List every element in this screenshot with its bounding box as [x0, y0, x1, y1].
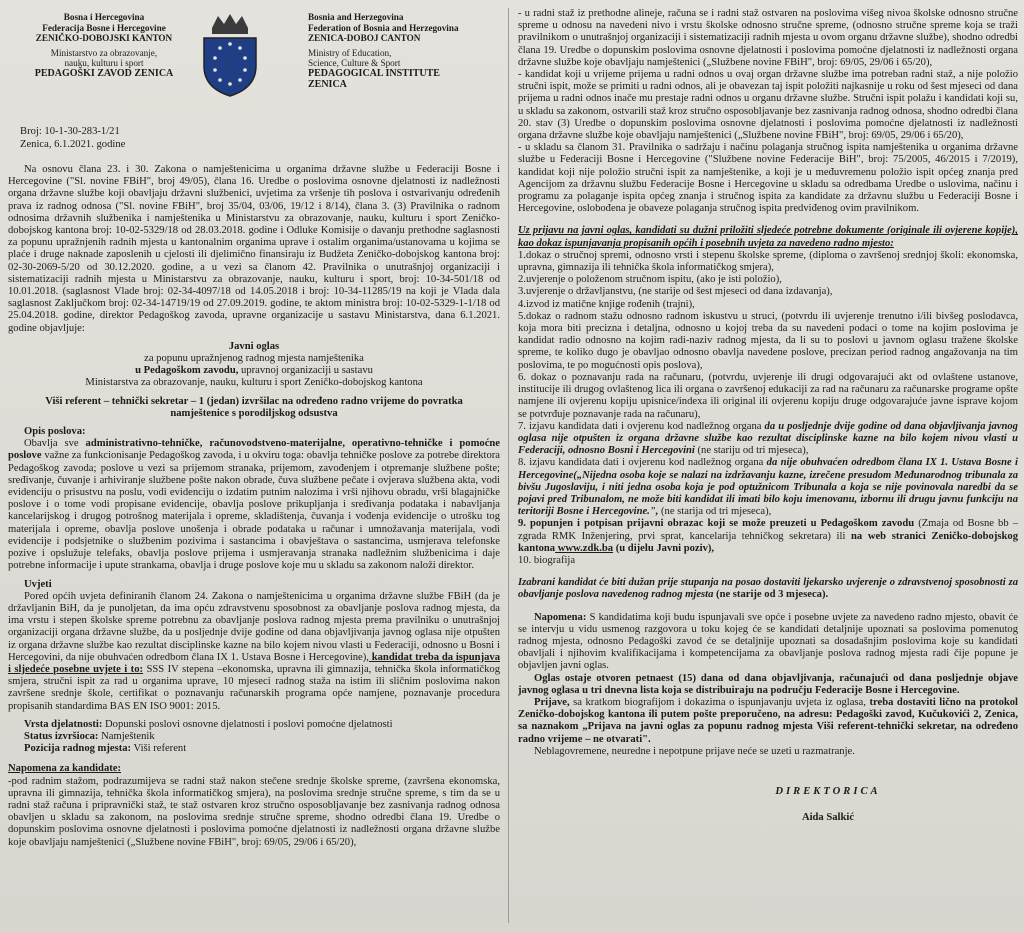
doc-item-3: 3.uvjerenje o državljanstvu, (ne starije od šest mjeseci od dana izdavanja), [518, 286, 833, 298]
header-left-block [24, 12, 184, 80]
uvjeti-general: Pored općih uvjeta definiranih članom 24. Zakona o namještenicima u organima državne službe FBiH (da je državljanin BiH, da je punoljetan, da ima opću zdravstvenu sposobnost za obavljanje poslova radnog mjesta, da ima vrstu i stepen školske spreme potrebnu za obavljanje poslova radnog mjesta prema pravilniku o unutrašnjoj organizaciji organa državne službe, da u posljednje dvije godine od dana objavljivanja javnog oglasa nije otpušten iz organa državne službe kao rezultat disciplinske kazne na bilo kojem nivou vlasti u Federaciji, odnosno u Bosni i Hercegovini, da nije obuhvaćen odredbom člana IX 1. Ustava Bosne i Hercegovine), [8, 590, 500, 663]
left-column [8, 8, 500, 849]
header [8, 8, 500, 158]
info-status-value: Namještenik [98, 730, 155, 742]
reference-date: Zenica, 6.1.2021. godine [20, 138, 126, 150]
header-left-line-6: PEDAGOŠKI ZAVOD ZENICA [34, 67, 174, 79]
header-left-line-1: Bosna i Hercegovina [63, 12, 145, 22]
medical-note-text: Izabrani kandidat će biti dužan prije stupanja na posao dostaviti ljekarsko uvjerenje o zdravstvenoj sposobnosti za obavljanje poslova navedenog radnog mjesta [518, 577, 1018, 601]
info-activity-label: Vrsta djelatnosti: [24, 718, 103, 730]
intro-paragraph: Na osnovu člana 23. i 30. Zakona o namještenicima u organima državne službe u Federaciji Bosne i Hercegovine ("Sl. novine FBiH", broj 49/05), člana 16. Uredbe o poslovima osnovne djelatnosti iz nadležnosti organa državne službe koji obavljaju državni službenici, uvjetima za vršenje tih poslova i ostvarivanju određenih prava iz radnog odnosa ("Sl. novine FBiH", broj 35/04, 03/06, 19/12 i 8/14), člana 3. (3) Pravilnika o radnom odnosima državnih službenika i namještenika u Ministarstvu za obrazovanje, nauku, kulturu i sport Zeničko-dobojskog kantona broj: 10-02-5329/18 od 28.03.2018. godine i Odluke Komisije o davanju prethodne saglasnosti za popunu upražnjenih radnih mjesta u kantonalnim organima uprave i ostalim organima/ustanovama u kojima se plaće i druge naknade zaposlenih u cjelosti ili djelimično finansiraju iz Budžeta Zeničko-dobojskog kantona broj: 02-30-2069-5/20 od 30.12.2020. godine, a u vezi sa članom 42. Pravilnika o unutrašnjoj organizaciji i sistematizaciji radnih mjesta u Ministarstvu za obrazovanje, nauku, kulturu i sport, broj: 10-34-501/18 od 10.01.2018. (saglasnost Vlade broj: 02-34-4097/18 od 14.05.2018 i broj: 10-34-11285/19 na koji je Vlada dala saglasnost Zaključkom broj: 02-34-14719/19 od 27.09.2019. godine, te aktom ministra broj: 10-02-5329-1-1/18 od 25.04.2018. godine, direktor Pedagoškog zavoda, upravne organizacije u sastavu Ministarstva, dana 6.1.2021. godine objavljuje: [8, 164, 500, 334]
position-info [8, 719, 500, 756]
opis-lead: Obavlja sve [24, 438, 79, 450]
title-line-2-rest: upravnoj organizaciji u sastavu [238, 365, 373, 377]
title-line-2 [8, 365, 500, 377]
header-left-line-3: ZENIČKO-DOBOJSKI KANTON [35, 33, 173, 44]
title-line-1: za popunu upražnjenog radnog mjesta namještenika [144, 353, 364, 365]
title-line-2-bold: u Pedagoškom zavodu, [135, 365, 239, 377]
late-applications: Neblagovremene, neuredne i nepotpune prijave neće se uzeti u razmatranje. [534, 745, 855, 757]
documents-list [518, 250, 1018, 567]
reference-block [20, 126, 125, 151]
doc-item-4: 4.izvod iz matične knjige rođenih (trajni), [518, 298, 695, 310]
header-right-line-5: Science, Culture & Sport [308, 58, 401, 69]
right-alinea-1: - u radni staž iz prethodne alineje, računa se i radni staž ostvaren na poslovima višeg nivoa školske odnosno stručne spreme u odnosu na navedeni nivo i vrstu školske odnosno stručne spreme, (odnosno stručne spreme koja se traži pravilnikom o unutrašnjoj organizaciji i sistematizaciji radnih mjesta u ovom organu državne službe), shodno odredbi člana 19. Uredbe o dopunskim poslovima osnovne djelatnosti i poslovima pomoćne djelatnosti iz nadležnosti organa državne službe koje obavljaju namještenici („Službene novine FBiH", broj: 69/05, 29/06 i 65/20), [518, 8, 1018, 68]
medical-note-tail: (ne starije od 3 mjeseca). [713, 589, 829, 601]
doc-8-b: da nije obuhvaćen odredbom člana IX 1. Ustava Bosne i Hercegovine(„Nijedna osoba koje se nalazi na izdržavanju kazne, izrečene presudom Međunarodnog tribunala za bivšu Jugoslaviju, i niti jedna osoba koja je pod optužnicom Tribunala a koja se nije povinovala naredbi da se pojavi pred Tribunalom, ne može biti kandidat ili imati bilo koju imenovanu, izbornu ili drugu javnu funkciju na teritoriji Bosne i Hercegovine.", [518, 457, 1018, 518]
header-right-line-3: ZENICA-DOBOJ CANTON [308, 33, 421, 44]
interview-note-label: Napomena: [534, 611, 587, 623]
napomena-heading: Napomena za kandidate: [8, 763, 122, 775]
uvjeti-special-lead: kandidat treba da ispunjava i sljedeće posebne uvjete i to: [8, 651, 500, 675]
info-position-label: Pozicija radnog mjesta: [24, 743, 132, 755]
submission-info [518, 697, 1018, 746]
right-alinea-2: - kandidat koji u vrijeme prijema u radni odnos u ovaj organ državne službe ima potreban radni staž, a nije položio stručni ispit, može se primiti u radni odnos, ali je obavezan taj ispit položiti najkasnije u roku od šest mjeseci od dana prijema u radni odnos inače mu prestaje radni odnos u organu državne službe. Stručni ispit polažu i kandidati koji su, u skladu sa zakonom, ostvarili staž kroz stručno osposobljavanje bez zasnivanja radnog odnosa, shodno odredbi člana 20. stav (3) Uredbe o dopunskim poslovima osnovne djelatnosti i poslovima pomoćne djelatnosti iz nadležnosti organa državne službe koje obavljaju namještenici („Službene novine FBiH", broj: 69/05, 29/06 i 65/20), [518, 69, 1018, 142]
opis-heading: Opis poslova: [24, 426, 86, 438]
header-right-line-6: PEDAGOGICAL INSTITUTE ZENICA [308, 67, 440, 90]
uvjeti-special: SSS IV stepena –ekonomska, upravna ili gimnazija, tehnička škola informatičkog smjera, stručni ispit za rad u organima uprave, 10 mjeseci radnog staža na istim ili sličnim poslovima nakon završene srednje škole, certifikat o poznavanju računarskih programa opće namjene, poznavanje procedura propisanih standardima BAS EN ISO 9001: 2015. [8, 663, 500, 712]
doc-7-c: (ne stariju od tri mjeseca), [694, 445, 809, 457]
submission-middle: sa kratkom biografijom i dokazima o ispunjavanju uvjeta iz oglasa, [569, 696, 866, 708]
doc-item-5: 5.dokaz o radnom stažu odnosno radnom iskustvu u struci, (potvrdu ili uvjerenje trenutno i/ili bivšeg poslodavca, koja mora biti precizna i detaljna, odnosno u kojoj treba da su navedeni podaci o tome na kojim poslovima je kandidat radio odnosno na kojim radi-naziv radnog mjesta, da li su to poslovi u javnom oglasu tražene školske spreme, te koliko dugo je obavljao odnosno obavlja navedene poslove, precizan period radnog angažovanja na tim poslovima, te po mogućnosti opis poslova), [518, 310, 1018, 371]
header-right-line-4: Ministry of Education, [308, 47, 392, 58]
doc-item-8 [518, 457, 1018, 518]
submission-label: Prijave, [534, 696, 570, 708]
header-right-line-1: Bosnia and Herzegovina [308, 12, 404, 22]
open-period: Oglas ostaje otvoren petnaest (15) dana od dana objavljivanja, računajući od dana posljednje objave javnog oglasa u tri dnevna lista koja se distribuiraju na području Federacije Bosne i Hercegovine. [518, 672, 1018, 696]
info-position [24, 743, 500, 755]
doc-9-e: (u dijelu Javni poziv), [613, 542, 715, 554]
doc-9-link[interactable]: www.zdk.ba [555, 542, 614, 554]
doc-item-2: 2.uvjerenje o položenom stručnom ispitu, (ako je isti položio), [518, 274, 782, 286]
info-status-label: Status izvršioca: [24, 730, 99, 742]
doc-item-10: 10. biografija [518, 554, 576, 566]
header-left-line-4: Ministarstvo za obrazovanje, [50, 47, 158, 58]
info-position-value: Viši referent [131, 743, 187, 755]
napomena-text: -pod radnim stažom, podrazumijeva se radni staž nakon stečene srednje školske spreme, (završena ekonomska, upravna ili gimnazija, tehnička škola informatičkog smjera), na poslovima srednje stručne spreme, s tim da se u radni staž računa i pripravnički staž, te staž ostvaren kroz stručno osposobljavanje bez zasnivanja radnog odnosa obavljen u skladu sa zakonom, na poslovima srednje stručne spreme, shodno odredbi člana 19. Uredbe o dopunskim poslovima osnovne djelatnosti i poslovima pomoćne djelatnosti iz nadležnosti organa državne službe koje obavljaju namještenici („Službene novine FBiH", broj: 69/05, 29/06 i 65/20), [8, 775, 500, 848]
signature-name: Aida Salkić [801, 812, 855, 824]
title-line-3: Ministarstva za obrazovanje, nauku, kulturu i sport Zeničko-dobojskog kantona [85, 377, 423, 389]
doc-7-b: da u posljednje dvije godine od dana objavljivanja javnog oglasa nije otpušten iz organa državne službe kao rezultat disciplinske kazne na bilo kojem nivou vlasti u Federaciji, odnosno Bosni i Hercegovini [518, 420, 1018, 457]
uvjeti-text [8, 591, 500, 713]
signature-title: DIREKTORICA [775, 785, 881, 797]
header-right-block [308, 12, 468, 90]
medical-note [518, 577, 1018, 601]
interview-note [518, 612, 1018, 673]
interview-note-text: S kandidatima koji budu ispunjavali sve opće i posebne uvjete za navedeno radno mjesto, obavit će se intervju u vidu usmenog razgovora u toku kojeg će se kandidati detaljnije upoznati sa poslovima pomenutog radnog mjesta, odnosno Pedagoški zavod će se detaljnije upoznati sa dosadašnjim poslovima koje su kandidati obavljali i njihovim kvalifikacijama i kompetencijama za obavljanje poslova radnog mjesta radi čije popune je objavljen javni oglas. [518, 611, 1018, 672]
uvjeti-heading: Uvjeti [24, 578, 52, 590]
opis-body: važne za funkcionisanje Pedagoškog zavoda, i u okviru toga: obavlja tehničke poslove za potrebe direktora Pedagoškog zavoda; poslove u vezi sa prijemom stranaka, prijemom, zavođenjem i otpremanje službene pošte; sređivanje, čuvanje i arhiviranje službene pošte nakon obrade, čuva službene pečate i ovjerava službena akta, vodi evidenciju o prisustvu na poslu, vodi evidenciju o izdatim putnim nalozima i vrši njihovu obradu, vrši blagajničke poslove i o tome vodi propisane evidencije, obavlja poslove prikupljanja i sređivanja podataka i nabavljanja kancelarijskog i drugog potrošnog materijala i opreme, skladištenja, čuvanja i vođenja evidencije o utrošku tog materijala i opreme, obavlja poslove unošenja i obrade podataka u računar i umnožavanja materijala, vodi evidencije i podsjetnike o službenim pozivima i sastancima i obavještava o sastancima, usmjerava telefonske pozive i opslužuje telefaks, obavlja poslove prijema i usmjeravanja stranaka nadležnim službenicima i daje potrebne informacije i upute strankama, obavlja i druge poslove koje mu u skladu sa zakonom naloži direktor. [8, 450, 500, 572]
doc-item-7 [518, 421, 1018, 458]
announcement-title [8, 341, 500, 390]
title-main: Javni oglas [228, 340, 280, 352]
header-left-line-2: Federacija Bosne i Hercegovine [42, 22, 166, 33]
documents-heading: Uz prijavu na javni oglas, kandidati su dužni priložiti sljedeće potrebne dokumente (originale ili ovjerene kopije), kao dokaz ispunjavanja propisanih općih i posebnih uvjeta za navedeno radno mjesto: [518, 225, 1018, 249]
opis-text [8, 438, 500, 572]
right-alinea-3: - u skladu sa članom 31. Pravilnika o sadržaju i načinu polaganja stručnog ispita namještenika u organima državne službe u Federaciji Bosne i Hercegovine ("Službene novine Federacije BiH", broj: 75/2005, 46/2015 i 7/2019), kandidat koji nije položio stručni ispit za namještenike, a koji je u međuvremenu položio ispit općeg znanja pred Agencijom za državnu službu Federacije Bosne i Hercegovine u skladu sa odredbama Uredbe o uslovima, načinu i programu za polaganje ispita općeg znanja i stručnog ispita za kandidate za državnu službu u Federaciji Bosne i Hercegovine, oslobođena je obaveze polaganja stručnog ispita predviđenog ovim pravilnikom. [518, 142, 1018, 215]
reference-number: Broj: 10-1-30-283-1/21 [20, 126, 120, 137]
header-right-line-2: Federation of Bosnia and Herzegovina [308, 22, 459, 33]
position-title: Viši referent – tehnički sekretar – 1 (jedan) izvršilac na određeno radno vrijeme do povratka namještenice s porodiljskog odsustva [45, 395, 463, 419]
doc-8-c: (ne starija od tri mjeseca), [658, 506, 772, 518]
right-column [518, 8, 1018, 824]
coat-of-arms-emblem [198, 14, 262, 98]
doc-9-b: (Zmaja od Bosne bb – zgrada RMK Inženjering, prvi sprat, kancelarija tehničkog sekretara) ili [518, 518, 1018, 542]
doc-8-a: 8. izjavu kandidata dati i ovjerenu kod nadležnog organa [518, 457, 764, 469]
doc-item-6: 6. dokaz o poznavanju rada na računaru, (potvrdu, uvjerenje ili drugi odgovarajući akt od ovlaštene ustanove, institucije ili drugog ovlaštenog lica ili organa o završenoj edukaciji za rad na računaru za računarske programe opšte namjene ili ovjerenu kopiju upisnice/indexa ili original ili ovjerenu kopiju druge odgovarajuće javne isprave kojom se potvrđuje poznavanje rada na računaru), [518, 371, 1018, 420]
doc-item-1: 1.dokaz o stručnoj spremi, odnosno vrsti i stepenu školske spreme, (diploma o završenoj srednjoj školi: ekonomska, upravna, gimnazija ili tehnička škola informatičkog smjera), [518, 249, 1018, 274]
submission-address: treba dostaviti lično na protokol Zeničko-dobojskog kantona ili putem pošte preporučeno, na adresu: Pedagoški zavod, Kučukovići 2, Zenica, sa naznakom „Prijava na javni oglas za popunu radnog mjesta Viši referent-tehnički sekretar, na određeno radno vrijeme – ne otvarati". [518, 696, 1019, 745]
column-divider [508, 8, 509, 923]
doc-9-c: na web stranici Zeničko-dobojskog kantona [518, 530, 1018, 554]
header-left-line-5: nauku, kulturu i sport [64, 58, 144, 69]
info-status [24, 731, 500, 743]
info-activity-value: Dopunski poslovi osnovne djelatnosti i poslovi pomoćne djelatnosti [102, 718, 393, 730]
doc-7-a: 7. izjavu kandidata dati i ovjerenu kod nadležnog organa [518, 420, 762, 432]
doc-9-a: 9. popunjen i potpisan prijavni obrazac koji se može preuzeti u Pedagoškom zavodu [518, 518, 915, 530]
info-activity [24, 719, 500, 731]
opis-bold: administrativno-tehničke, računovodstveno-materijalne, operativno-tehničke i pomoćne poslove [8, 438, 500, 462]
doc-item-9 [518, 518, 1018, 555]
